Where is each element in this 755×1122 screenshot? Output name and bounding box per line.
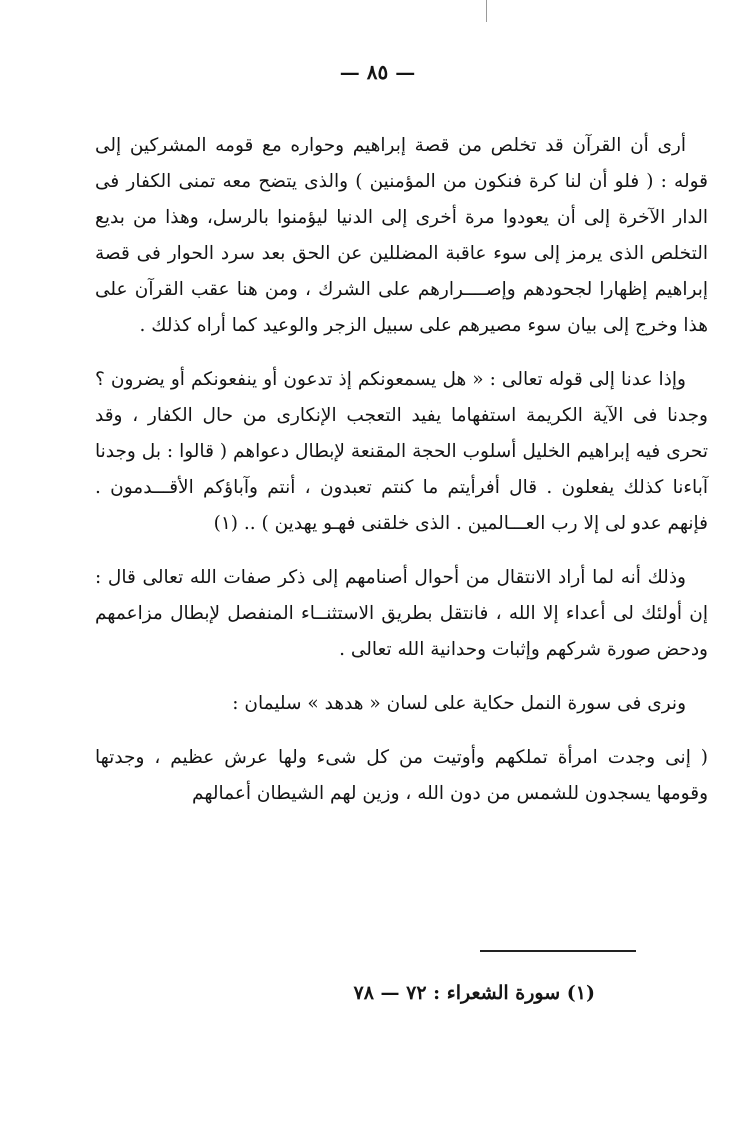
footnote-divider xyxy=(480,950,636,952)
paragraph-1: أرى أن القرآن قد تخلص من قصة إبراهيم وحواره مع قومه المشركين إلى قوله : ( فلو أن لنا كرة فنكون من المؤمنين ) والذى يتضح معه تمنى الكفار فى الدار الآخرة إلى أن يعودوا مرة أخرى إلى الدنيا ليؤمنوا بالرسل، وهذا من بديع التخلص الذى يرمز إلى سوء عاقبة المضللين عن الحق بعد سرد الحوار فى قصة إبراهيم إظهارا لجحودهم وإصــــرارهم على الشرك ، ومن هنا عقب القرآن على هذا وخرج إلى بيان سوء مصيرهم على سبيل الزجر والوعيد كما أراه كذلك . xyxy=(95,135,708,336)
paragraph-5-quote: ( إنى وجدت امرأة تملكهم وأوتيت من كل شىء ولها عرش عظيم ، وجدتها وقومها يسجدون للشمس من دون الله ، وزين لهم الشيطان أعمالهم xyxy=(95,747,708,804)
scan-edge-mark xyxy=(486,0,487,22)
paragraph-2: وإذا عدنا إلى قوله تعالى : « هل يسمعونكم إذ تدعون أو ينفعونكم أو يضرون ؟ وجدنا فى الآية الكريمة استفهاما يفيد التعجب الإنكارى من حال الكفار ، وقد تحرى فيه إبراهيم الخليل أسلوب الحجة المقنعة لإبطال دعواهم ( قالوا : بل وجدنا آباءنا كذلك يفعلون . قال أفرأيتم ما كنتم تعبدون ، أنتم وآباؤكم الأقـــدمون . فإنهم عدو لى إلا رب العـــالمين . الذى خلقنى فهـو يهدين ) .. (١) xyxy=(95,369,708,534)
paragraph-3: وذلك أنه لما أراد الانتقال من أحوال أصنامهم إلى ذكر صفات الله تعالى قال : إن أولئك لى أعداء إلا الله ، فانتقل بطريق الاستثنــاء المنفصل لإبطال مزاعمهم ودحض صورة شركهم وإثبات وحدانية الله تعالى . xyxy=(95,567,708,660)
body-text xyxy=(95,128,708,830)
paragraph-4: ونرى فى سورة النمل حكاية على لسان « هدهد » سليمان : xyxy=(232,693,686,714)
page-number: — ٨٥ — xyxy=(339,60,416,84)
footnote: (١) سورة الشعراء : ٧٢ — ٧٨ xyxy=(353,982,595,1004)
